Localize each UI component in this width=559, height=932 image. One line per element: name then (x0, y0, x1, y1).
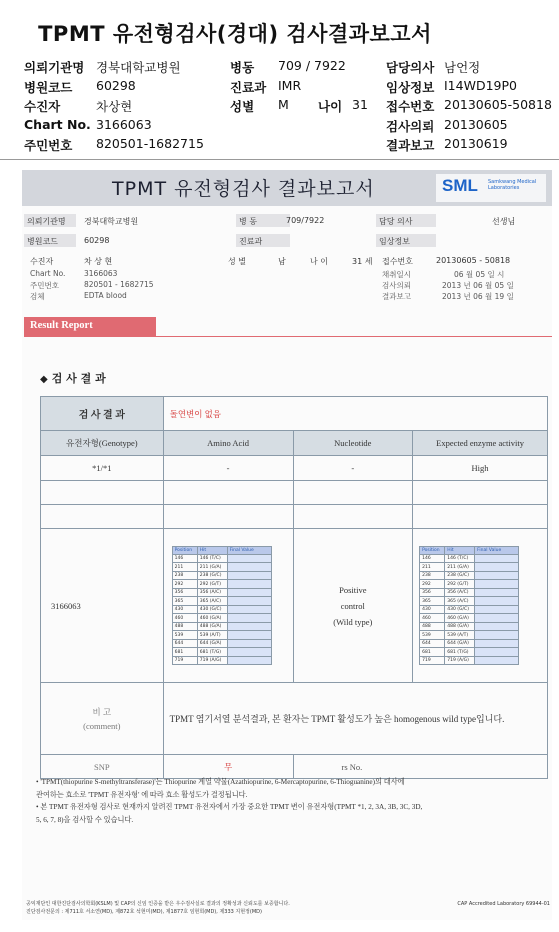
mini-cell: 719 (A/G) (445, 656, 475, 665)
mini-final-value (227, 580, 271, 589)
mini-final-value (475, 622, 519, 631)
mini-cell: 292 (G/T) (197, 580, 227, 589)
scan-age-value: 31 세 (352, 257, 373, 266)
mini-cell: 719 (A/G) (197, 656, 227, 665)
mini-cell: 211 (172, 563, 197, 572)
scanned-report (22, 170, 552, 920)
mini-cell: 681 (172, 648, 197, 657)
mini-cell: 430 (172, 605, 197, 614)
scan-request-label: 검사의뢰 (382, 281, 411, 290)
age-value: 31 (352, 97, 368, 112)
mini-final-value (475, 631, 519, 640)
scan-ward-value: 709/7922 (286, 216, 325, 225)
mini-header-row (172, 546, 271, 554)
control-label-cell (293, 529, 413, 683)
scan-collect-value: 06 월 05 일 시 (454, 270, 505, 279)
mini-final-value (227, 571, 271, 580)
info-value: 60298 (96, 77, 136, 93)
mini-final-value (475, 571, 519, 580)
mini-cell: 488 (G/A) (445, 622, 475, 631)
mini-final-value (227, 554, 271, 563)
info-row (24, 78, 559, 98)
mini-cell: 238 (172, 571, 197, 580)
info-label: 접수번호 (386, 99, 435, 114)
sml-logo-subtitle: Samkwang Medical Laboratories (488, 179, 537, 191)
scan-chart-label: Chart No. (30, 269, 66, 278)
header-nucleotide: Nucleotide (293, 431, 413, 456)
mini-cell: 539 (420, 631, 445, 640)
mini-header-cell: Final Value (227, 546, 271, 554)
info-row (24, 136, 559, 156)
mini-final-value (227, 597, 271, 606)
mini-cell: 238 (G/C) (445, 571, 475, 580)
snp-value: 무 (163, 755, 293, 779)
info-label: 병동 (230, 60, 255, 75)
control-line-1: Positive (339, 584, 367, 595)
info-value: 경북대학교병원 (96, 60, 181, 75)
info-value: 20130605-50818 (444, 97, 552, 112)
info-label: 수진자 (24, 99, 61, 114)
control-sequence-cell (413, 529, 548, 683)
sample-id-cell: 3166063 (41, 529, 164, 683)
mini-row (420, 580, 519, 589)
mini-cell: 365 (A/C) (197, 597, 227, 606)
mini-cell: 146 (172, 554, 197, 563)
mini-cell: 719 (172, 656, 197, 665)
section-title: 검 사 결 과 (51, 372, 106, 385)
scan-sex-label: 성 별 (228, 257, 246, 266)
scan-code-value: 60298 (84, 236, 110, 245)
mini-row (420, 656, 519, 665)
info-row (24, 97, 559, 117)
mini-cell: 365 (A/C) (445, 597, 475, 606)
section-heading (40, 370, 106, 386)
mini-row (420, 605, 519, 614)
mini-cell: 146 (T/C) (445, 554, 475, 563)
remark-text: TPMT 염기서열 분석결과, 본 환자는 TPMT 활성도가 높은 homogenous wild type입니다. (163, 683, 547, 755)
table-row (41, 481, 548, 505)
mini-final-value (227, 588, 271, 597)
mini-cell: 644 (420, 639, 445, 648)
mini-final-value (227, 656, 271, 665)
result-report-bar (24, 317, 156, 337)
mini-final-value (475, 656, 519, 665)
mini-row (420, 614, 519, 623)
scan-collect-label: 채취일시 (382, 270, 411, 279)
note-line: 관여하는 효소로 'TPMT 유전자형' 에 따라 효소 활성도가 결정됩니다. (36, 790, 248, 799)
mini-cell: 488 (172, 622, 197, 631)
scan-code-label: 병원코드 (24, 234, 76, 247)
diamond-bullet-icon: ◆ (40, 374, 48, 385)
control-sequence-table (419, 546, 519, 666)
table-row (41, 505, 548, 529)
mini-row (172, 597, 271, 606)
mini-row (172, 563, 271, 572)
mini-cell: 460 (172, 614, 197, 623)
mini-cell: 211 (G/A) (197, 563, 227, 572)
mini-row (172, 571, 271, 580)
mini-header-cell: Position (172, 546, 197, 554)
mini-cell: 681 (T/G) (197, 648, 227, 657)
mini-cell: 146 (420, 554, 445, 563)
mini-cell: 644 (G/A) (197, 639, 227, 648)
mini-cell: 488 (G/A) (197, 622, 227, 631)
scan-info-block (22, 214, 552, 302)
scan-doctor-label: 담당 의사 (376, 214, 436, 227)
mini-final-value (475, 648, 519, 657)
scan-inst-label: 의뢰기관명 (24, 214, 76, 227)
info-value: 남언정 (444, 60, 481, 75)
patient-sequence-cell (163, 529, 293, 683)
info-row (24, 58, 559, 78)
mini-final-value (475, 563, 519, 572)
mini-final-value (227, 563, 271, 572)
table-row (41, 456, 548, 481)
scan-clinic-label: 임상정보 (376, 234, 436, 247)
rs-label: rs No. (293, 755, 548, 779)
age-label: 나이 (318, 99, 343, 114)
info-value: 709 / 7922 (278, 58, 346, 73)
sml-logo-text: SML (442, 176, 478, 195)
scan-patient-label: 수진자 (30, 257, 54, 266)
footer-cap: CAP Accredited Laboratory 69944-01 (457, 901, 550, 907)
control-line-3: (Wild type) (333, 616, 373, 627)
info-value: I14WD19P0 (444, 77, 517, 93)
table-header-row (41, 431, 548, 456)
activity-cell: High (413, 456, 548, 481)
scan-patient-value: 차 상 현 (84, 257, 113, 266)
footer-line-1: 공익재단인 대한진단검사의학회(KSLM) 및 CAP의 신임 인증을 받은 우수검사실로 결과의 정확성과 신뢰도를 보증합니다. (26, 901, 290, 907)
mini-cell: 356 (172, 588, 197, 597)
mini-cell: 539 (A/T) (445, 631, 475, 640)
info-label: 담당의사 (386, 60, 435, 75)
mini-cell: 430 (420, 605, 445, 614)
mini-cell: 644 (172, 639, 197, 648)
info-label: 임상정보 (386, 79, 435, 95)
remark-sublabel: (comment) (83, 720, 121, 731)
scan-request-value: 2013 년 06 월 05 일 (442, 281, 514, 290)
scan-chart-value: 3166063 (84, 269, 118, 278)
mini-cell: 356 (420, 588, 445, 597)
mini-row (172, 588, 271, 597)
mini-final-value (475, 588, 519, 597)
mini-cell: 211 (G/A) (445, 563, 475, 572)
footer-line-2: 진단검사전문의 : 제711호 서소연(MD), 제872호 석현미(MD), 제1877호 임현희(MD), 제333 지현정(MD) (26, 909, 262, 915)
notes (36, 776, 548, 826)
mini-header-cell: Hit (197, 546, 227, 554)
info-label: 성별 (230, 99, 255, 114)
mini-header-cell: Position (420, 546, 445, 554)
mini-header-row (420, 546, 519, 554)
footer (26, 900, 552, 916)
mini-row (420, 588, 519, 597)
info-value: 820501-1682715 (96, 136, 204, 151)
info-value: 차상현 (96, 99, 133, 114)
mini-row (172, 554, 271, 563)
mini-cell: 719 (420, 656, 445, 665)
info-label: 병원코드 (24, 79, 73, 95)
result-value-cell: 돌연변이 없음 (163, 397, 547, 431)
info-row (24, 117, 559, 137)
result-report-underline (156, 336, 552, 337)
mini-cell: 460 (G/A) (197, 614, 227, 623)
mini-row (420, 648, 519, 657)
mini-row (172, 614, 271, 623)
mini-final-value (475, 554, 519, 563)
scan-receipt-value: 20130605 - 50818 (436, 256, 511, 265)
info-value: 20130619 (444, 136, 508, 151)
genotype-cell: *1/*1 (41, 456, 164, 481)
mini-header-cell: Final Value (475, 546, 519, 554)
mini-cell: 238 (420, 571, 445, 580)
header-enzyme-activity: Expected enzyme activity (413, 431, 548, 456)
mini-final-value (227, 622, 271, 631)
mini-cell: 644 (G/A) (445, 639, 475, 648)
mini-cell: 211 (420, 563, 445, 572)
result-label-cell: 검 사 결 과 (41, 397, 164, 431)
scan-specimen-value: EDTA blood (84, 291, 127, 300)
result-table (40, 396, 548, 779)
mini-final-value (475, 605, 519, 614)
header-amino-acid: Amino Acid (163, 431, 293, 456)
sml-logo (436, 174, 546, 202)
note-line: 5, 6, 7, 8)을 검사할 수 있습니다. (36, 815, 134, 824)
mini-header-cell: Hit (445, 546, 475, 554)
mini-final-value (227, 639, 271, 648)
scan-banner (22, 170, 552, 206)
mini-final-value (475, 639, 519, 648)
mini-row (172, 639, 271, 648)
remark-label: 비 고 (92, 706, 112, 717)
patient-sequence-table (172, 546, 272, 666)
mini-row (172, 656, 271, 665)
mini-final-value (227, 648, 271, 657)
mini-row (420, 563, 519, 572)
info-label: 검사의뢰 (386, 118, 435, 134)
info-label: 의뢰기관명 (24, 60, 85, 75)
scan-ssn-value: 820501 - 1682715 (84, 280, 154, 289)
info-label: 진료과 (230, 79, 267, 95)
mini-cell: 292 (G/T) (445, 580, 475, 589)
mini-final-value (475, 580, 519, 589)
mini-row (172, 622, 271, 631)
mini-cell: 539 (A/T) (197, 631, 227, 640)
mini-cell: 460 (G/A) (445, 614, 475, 623)
scan-doctor-value: 선생님 (492, 217, 516, 226)
mini-cell: 146 (T/C) (197, 554, 227, 563)
snp-row (41, 755, 548, 779)
nucleotide-cell: - (293, 456, 413, 481)
report-title: TPMT 유전형검사(경대) 검사결과보고서 (38, 22, 432, 46)
mini-row (172, 605, 271, 614)
divider (0, 159, 559, 160)
control-line-2: control (340, 600, 365, 611)
scan-report-value: 2013 년 06 월 19 일 (442, 292, 514, 301)
snp-label: SNP (41, 755, 164, 779)
mini-cell: 488 (420, 622, 445, 631)
remark-label-cell (41, 683, 164, 755)
scan-dept-label: 진료과 (236, 234, 290, 247)
mini-cell: 365 (420, 597, 445, 606)
scan-banner-title: TPMT 유전형검사 결과보고서 (112, 178, 375, 200)
remark-row (41, 683, 548, 755)
mini-final-value (227, 614, 271, 623)
amino-cell: - (163, 456, 293, 481)
scan-report-label: 결과보고 (382, 292, 411, 301)
info-value: M (278, 97, 289, 112)
scan-ward-label: 병 동 (236, 214, 290, 227)
info-label: 결과보고 (386, 138, 435, 153)
mini-cell: 292 (420, 580, 445, 589)
mini-cell: 539 (172, 631, 197, 640)
mini-row (420, 554, 519, 563)
note-line: • 본 TPMT 유전자형 검사로 현재까지 알려진 TPMT 유전자에서 가장 중요한 TPMT 변이 유전자형(TPMT *1, 2, 3A, 3B, 3C, 3D, (36, 803, 423, 811)
mini-row (172, 580, 271, 589)
mini-final-value (227, 631, 271, 640)
mini-cell: 681 (T/G) (445, 648, 475, 657)
mini-row (420, 597, 519, 606)
mini-final-value (227, 605, 271, 614)
mini-cell: 460 (420, 614, 445, 623)
mini-cell: 238 (G/C) (197, 571, 227, 580)
header-genotype: 유전자형(Genotype) (41, 431, 164, 456)
info-label: Chart No. (24, 116, 91, 132)
info-value: IMR (278, 77, 302, 93)
mini-row (172, 648, 271, 657)
scan-sex-value: 남 (278, 257, 286, 266)
mini-row (420, 631, 519, 640)
mini-cell: 356 (A/C) (197, 588, 227, 597)
scan-inst-value: 경북대학교병원 (84, 217, 139, 226)
mini-final-value (475, 614, 519, 623)
mini-final-value (475, 597, 519, 606)
scan-specimen-label: 검체 (30, 292, 45, 301)
mini-row (420, 571, 519, 580)
scan-ssn-label: 주민번호 (30, 281, 59, 290)
mini-row (420, 622, 519, 631)
mini-row (420, 639, 519, 648)
note-line: • 'TPMT(thiopurine S-methyltransferase)'는 Thiopurine 계열 약물(Azathiopurine, 6-Mercaptopurine, 6-Thioguanine)의 대사에 (36, 778, 405, 786)
mini-cell: 292 (172, 580, 197, 589)
mini-row (172, 631, 271, 640)
mini-cell: 365 (172, 597, 197, 606)
sequence-row (41, 529, 548, 683)
info-value: 20130605 (444, 116, 508, 132)
info-value: 3166063 (96, 116, 152, 132)
result-report-label: Result Report (30, 320, 93, 331)
mini-cell: 430 (G/C) (445, 605, 475, 614)
scan-receipt-label: 접수번호 (382, 257, 413, 266)
scan-age-label: 나 이 (310, 257, 328, 266)
mini-cell: 681 (420, 648, 445, 657)
info-label: 주민번호 (24, 138, 73, 153)
mini-cell: 356 (A/C) (445, 588, 475, 597)
patient-info-grid (24, 58, 559, 156)
mini-cell: 430 (G/C) (197, 605, 227, 614)
